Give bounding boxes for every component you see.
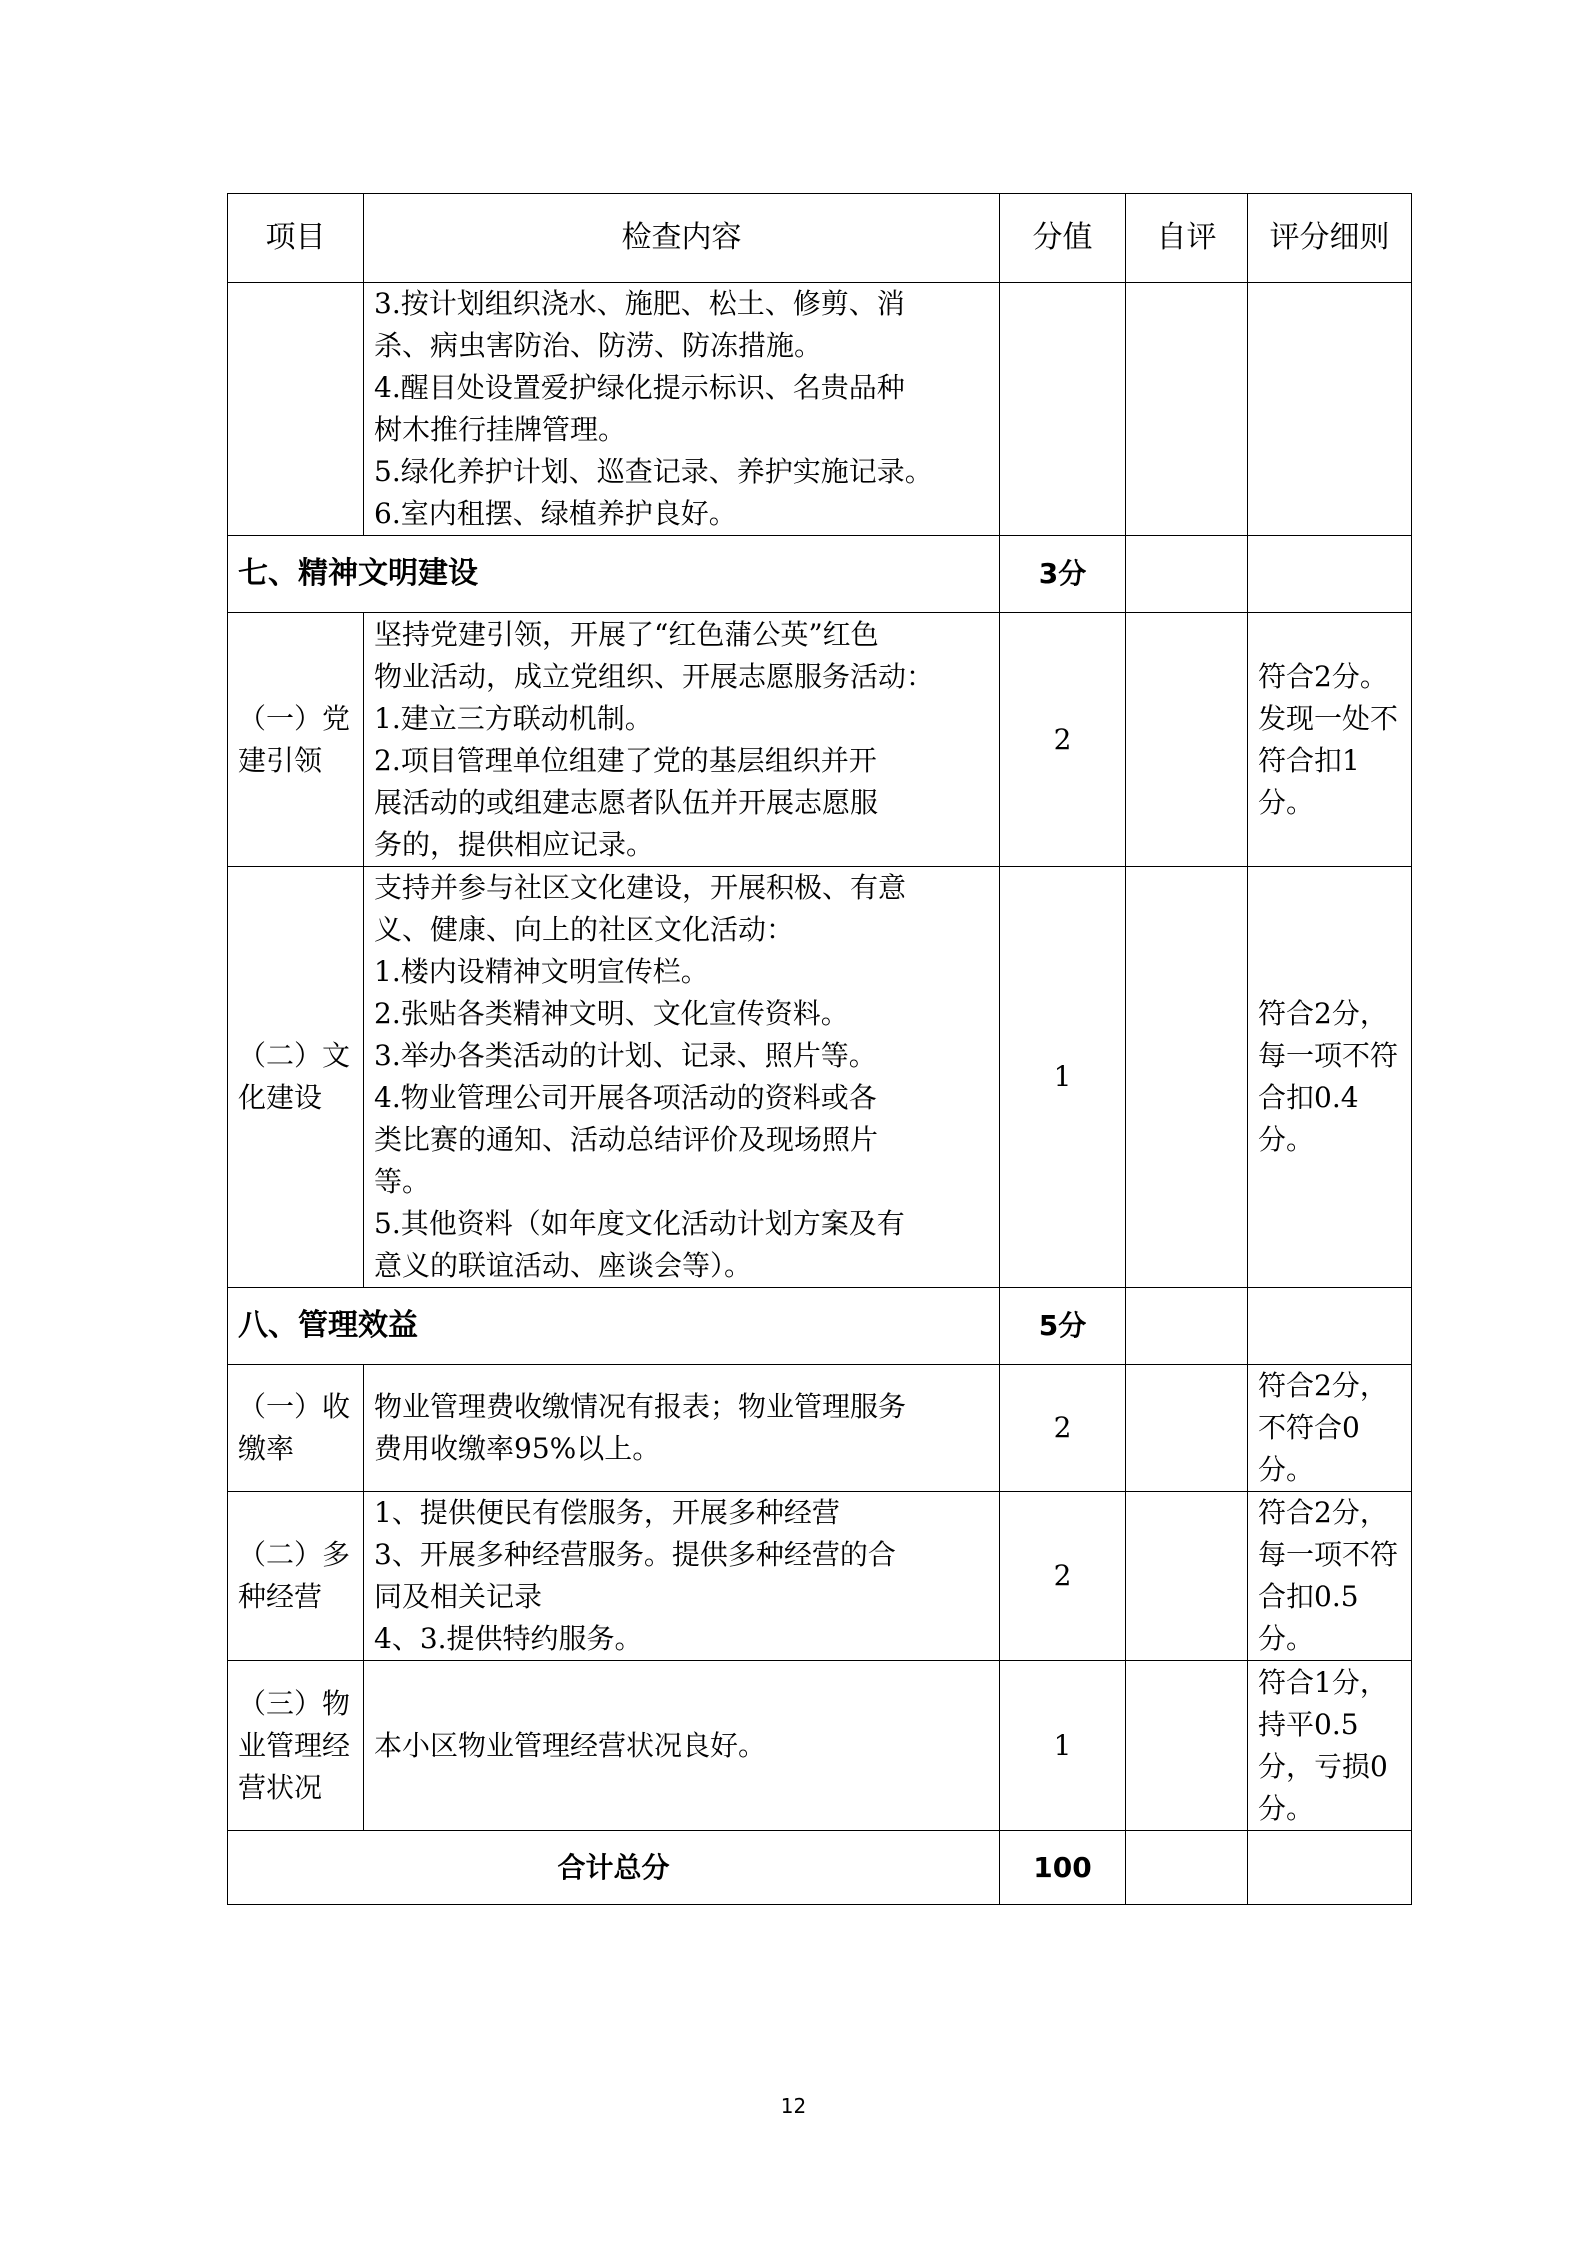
content-line: 树木推行挂牌管理。 <box>374 413 627 446</box>
content-line: 等。 <box>374 1165 431 1198</box>
content-line: 杀、病虫害防治、防涝、防冻措施。 <box>374 329 823 362</box>
content-line: 4.醒目处设置爱护绿化提示标识、名贵品种 <box>374 371 905 404</box>
self-eval-cell <box>1126 867 1248 1288</box>
content-line: 3.举办各类活动的计划、记录、照片等。 <box>374 1039 877 1072</box>
content-line: 5.绿化养护计划、巡查记录、养护实施记录。 <box>374 455 933 488</box>
table-row-diversified-business <box>228 1492 1412 1661</box>
header-item: 项目 <box>228 194 364 283</box>
content-line: 1、提供便民有偿服务，开展多种经营 <box>374 1496 840 1529</box>
item-cell: （三）物业管理经营状况 <box>228 1661 364 1831</box>
header-self-eval: 自评 <box>1126 194 1248 283</box>
self-eval-cell <box>1126 1661 1248 1831</box>
content-line: 坚持党建引领，开展了“红色蒲公英”红色 <box>374 617 879 651</box>
score-cell: 2 <box>1000 1492 1126 1661</box>
self-eval-cell <box>1126 536 1248 613</box>
content-line: 类比赛的通知、活动总结评价及现场照片 <box>374 1123 879 1156</box>
rule-cell: 符合2分，不符合0分。 <box>1248 1365 1412 1492</box>
header-rule: 评分细则 <box>1248 194 1412 283</box>
content-line: 展活动的或组建志愿者队伍并开展志愿服 <box>374 785 879 819</box>
content-line: 同及相关记录 <box>374 1580 543 1613</box>
table-row-party-building <box>228 613 1412 867</box>
content-line: 本小区物业管理经营状况良好。 <box>374 1728 767 1762</box>
score-cell: 1 <box>1000 1661 1126 1831</box>
header-score: 分值 <box>1000 194 1126 283</box>
section-title: 八、管理效益 <box>228 1288 1000 1365</box>
content-line: 2.项目管理单位组建了党的基层组织并开 <box>374 743 877 777</box>
content-line: 6.室内租摆、绿植养护良好。 <box>374 497 737 530</box>
item-cell <box>228 283 364 536</box>
content-cell <box>364 1492 1000 1661</box>
content-line: 务的，提供相应记录。 <box>374 827 655 861</box>
inspection-score-table <box>227 193 1412 1905</box>
total-row <box>228 1831 1412 1905</box>
content-line: 义、健康、向上的社区文化活动： <box>374 913 795 946</box>
table-row-collection-rate <box>228 1365 1412 1492</box>
content-line: 4.物业管理公司开展各项活动的资料或各 <box>374 1081 877 1114</box>
score-cell: 2 <box>1000 613 1126 867</box>
rule-cell: 符合2分。发现一处不符合扣1分。 <box>1248 613 1412 867</box>
item-cell: （二）文化建设 <box>228 867 364 1288</box>
content-line: 1.楼内设精神文明宣传栏。 <box>374 955 709 988</box>
self-eval-cell <box>1126 1831 1248 1905</box>
content-cell <box>364 1661 1000 1831</box>
self-eval-cell <box>1126 1365 1248 1492</box>
page-number: 12 <box>780 2094 807 2118</box>
rule-cell <box>1248 283 1412 536</box>
table-row-culture <box>228 867 1412 1288</box>
total-label: 合计总分 <box>228 1831 1000 1905</box>
content-line: 意义的联谊活动、座谈会等）。 <box>374 1249 753 1282</box>
content-line: 2.张贴各类精神文明、文化宣传资料。 <box>374 997 849 1030</box>
content-line: 4、3.提供特约服务。 <box>374 1622 643 1655</box>
rule-cell <box>1248 1288 1412 1365</box>
self-eval-cell <box>1126 1288 1248 1365</box>
section-row-civilization <box>228 536 1412 613</box>
item-cell: （二）多种经营 <box>228 1492 364 1661</box>
self-eval-cell <box>1126 613 1248 867</box>
content-cell <box>364 283 1000 536</box>
section-score: 5分 <box>1000 1288 1126 1365</box>
self-eval-cell <box>1126 1492 1248 1661</box>
rule-cell: 符合1分，持平0.5分，亏损0分。 <box>1248 1661 1412 1831</box>
table-header-row <box>228 194 1412 283</box>
score-cell <box>1000 283 1126 536</box>
section-row-management-benefit <box>228 1288 1412 1365</box>
header-content: 检查内容 <box>364 194 1000 283</box>
self-eval-cell <box>1126 283 1248 536</box>
content-cell <box>364 1365 1000 1492</box>
content-cell <box>364 867 1000 1288</box>
section-title: 七、精神文明建设 <box>228 536 1000 613</box>
content-line: 1.建立三方联动机制。 <box>374 701 653 735</box>
content-line: 费用收缴率95%以上。 <box>374 1432 661 1465</box>
content-line: 3.按计划组织浇水、施肥、松土、修剪、消 <box>374 287 905 320</box>
content-cell <box>364 613 1000 867</box>
content-line: 物业活动，成立党组织、开展志愿服务活动： <box>374 659 935 693</box>
table-row-operation-status <box>228 1661 1412 1831</box>
content-line: 物业管理费收缴情况有报表；物业管理服务 <box>374 1390 907 1423</box>
table-row-greening-continued <box>228 283 1412 536</box>
score-cell: 1 <box>1000 867 1126 1288</box>
item-cell: （一）收缴率 <box>228 1365 364 1492</box>
rule-cell: 符合2分，每一项不符合扣0.4分。 <box>1248 867 1412 1288</box>
content-line: 支持并参与社区文化建设，开展积极、有意 <box>374 871 907 904</box>
rule-cell <box>1248 1831 1412 1905</box>
item-cell: （一）党建引领 <box>228 613 364 867</box>
rule-cell <box>1248 536 1412 613</box>
content-line: 3、开展多种经营服务。提供多种经营的合 <box>374 1538 896 1571</box>
section-score: 3分 <box>1000 536 1126 613</box>
score-cell: 2 <box>1000 1365 1126 1492</box>
rule-cell: 符合2分，每一项不符合扣0.5分。 <box>1248 1492 1412 1661</box>
content-line: 5.其他资料（如年度文化活动计划方案及有 <box>374 1207 905 1240</box>
total-score: 100 <box>1000 1831 1126 1905</box>
